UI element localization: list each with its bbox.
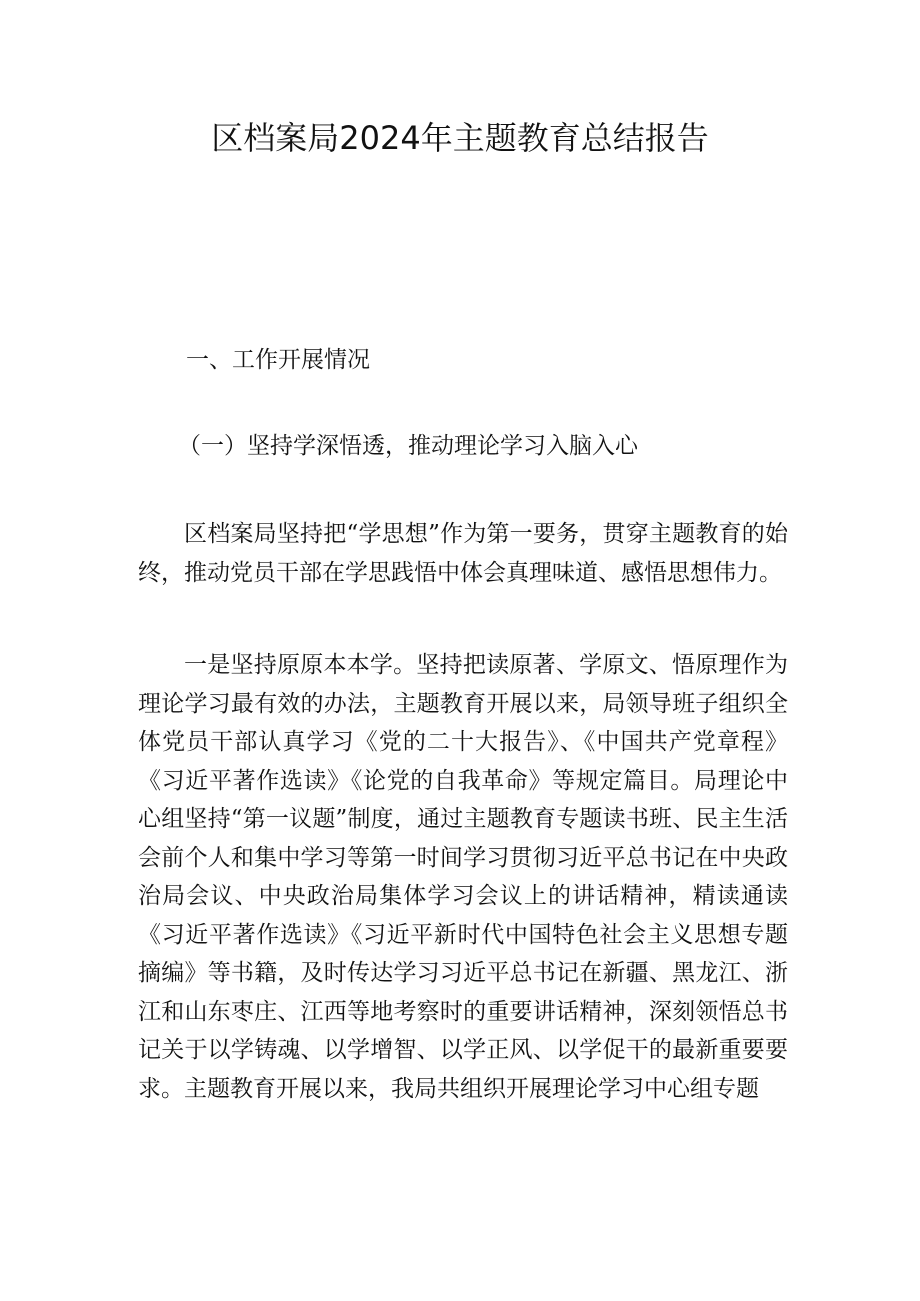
subsection-heading: （一）坚持学深悟透，推动理论学习入脑入心 xyxy=(178,433,638,459)
section-heading: 一、工作开展情况 xyxy=(186,347,370,373)
document-title: 区档案局2024年主题教育总结报告 xyxy=(211,119,709,157)
body-paragraph: 区档案局坚持把“学思想”作为第一要务，贯穿主题教育的始终，推动党员干部在学思践悟中体会真理味道、感悟思想伟力。 xyxy=(138,521,788,586)
body-paragraph: 一是坚持原原本本学。坚持把读原著、学原文、悟原理作为理论学习最有效的办法，主题教育开展以来，局领导班子组织全体党员干部认真学习《党的二十大报告》、《中国共产党章程》《习近平著作选读》《论党的自我革命》等规定篇目。局理论中心组坚持“第一议题”制度，通过主题教育专题读书班、民主生活会前个人和集中学习等第一时间学习贯彻习近平总书记在中央政治局会议、中央政治局集体学习会议上的讲话精神，精读通读《习近平著作选读》《习近平新时代中国特色社会主义思想专题摘编》等书籍，及时传达学习习近平总书记在新疆、黑龙江、浙江和山东枣庄、江西等地考察时的重要讲话精神，深刻领悟总书记关于以学铸魂、以学增智、以学正风、以学促干的最新重要要求。主题教育开展以来，我局共组织开展理论学习中心组专题 xyxy=(138,652,788,1102)
